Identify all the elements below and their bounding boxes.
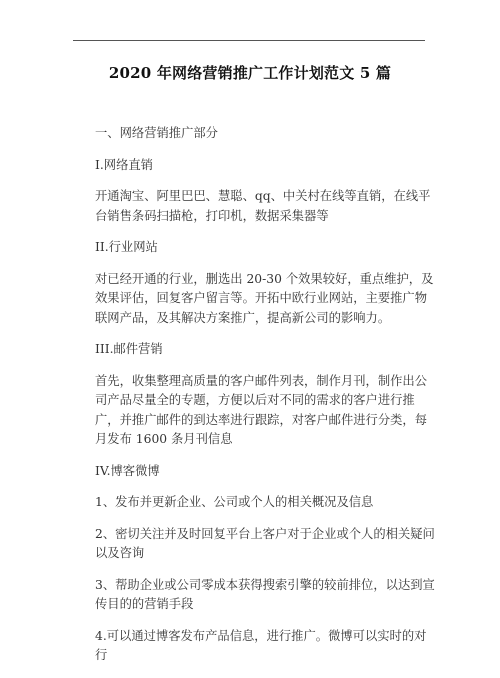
list-item-text: 3、帮助企业或公司零成本获得搜索引擎的较前排位，以达到宣传目的的营销手段 <box>95 577 435 611</box>
list-item: 4.可以通过博客发布产品信息，进行推广。微博可以实时的对行 <box>95 628 427 662</box>
document-body <box>95 124 435 678</box>
paragraph-text: 开通淘宝、阿里巴巴、慧聪、qq、中关村在线等直销，在线平台销售条码扫描枪，打印机，数据采集器等 <box>95 189 431 223</box>
subsection-heading: II.行业网站 <box>95 240 158 254</box>
subsection-heading: I.网络直销 <box>95 157 153 172</box>
subsection-heading: IV.博客微博 <box>95 463 160 478</box>
list-item <box>72 576 435 615</box>
document-title: 2020 年网络营销推广工作计划范文 5 篇 <box>108 64 392 82</box>
paragraph <box>72 372 435 450</box>
paragraph-text: 首先，收集整理高质量的客户邮件列表，制作月刊，制作出公司产品尽量全的专题，方便以后对不同的需求的客户进行推广，并推广邮件的到达率进行跟踪，对客户邮件进行分类，每月发布 1600 条月刊信息 <box>95 373 428 446</box>
section-heading: 一、网络营销推广部分 <box>95 126 218 140</box>
list-item-text: 2、密切关注并及时回复平台上客户对于企业或个人的相关疑问以及咨询 <box>95 526 435 560</box>
paragraph-text: 对已经开通的行业，删选出 20-30 个效果较好，重点维护，及效果评估，回复客户留言等。开拓中欧行业网站，主要推广物联网产品，及其解决方案推广，提高新公司的影响力。 <box>95 271 434 325</box>
subsection-heading: III.邮件营销 <box>95 342 163 356</box>
paragraph <box>72 187 435 226</box>
paragraph <box>72 270 435 329</box>
list-item <box>72 525 435 564</box>
list-item: 1、发布并更新企业、公司或个人的相关概况及信息 <box>95 495 374 509</box>
header-rule <box>73 40 425 41</box>
